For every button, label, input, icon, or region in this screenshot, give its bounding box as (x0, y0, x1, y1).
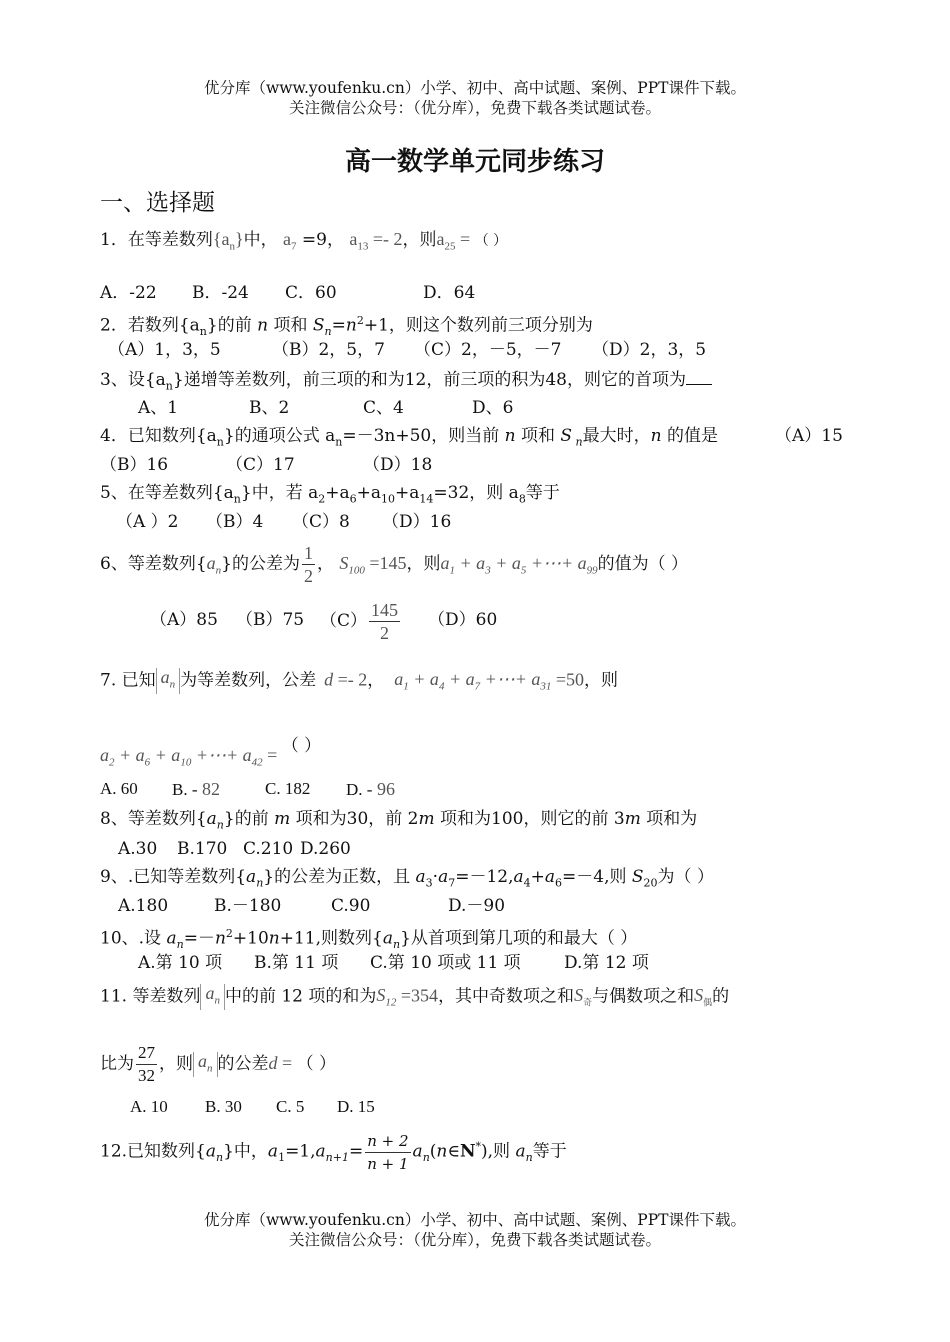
answer-blank[interactable] (686, 368, 712, 385)
q6-option-a: （A）85 (150, 610, 218, 630)
q1-option-b: B．-24 (192, 283, 249, 303)
question-11: 11. 等差数列 $a_n$ 中的前 12 项的和为$S_{12} =354$，其中奇数项之和$S_奇$与偶数项之和$S_偶$的 (100, 983, 730, 1009)
question-9: 9、.已知等差数列$\{a_n\}$的公差为正数，且 $a_3\cdot a_7=-12,a_4+a_6=-4$,则 $S_{20}$为（ ） (100, 867, 714, 890)
q11-option-b: B. 30 (205, 1097, 242, 1116)
q6-option-c: （C） $\frac{145}{2}$ (320, 600, 399, 643)
q8-option-a: A.30 (118, 839, 158, 859)
q5-option-c: （C）8 (292, 512, 350, 532)
question-12: 12.已知数列$\{a_n\}$中，$a_1=1,a_{n+1}=$ $\frac{n + 2}{n + 1}$ $a_n(n\in N^*)$,则 $a_n$等于 (100, 1131, 567, 1173)
page-title: 高一数学单元同步练习 (344, 147, 605, 177)
q8-option-c: C.210 (243, 839, 294, 859)
header-line-2: 关注微信公众号：（优分库），免费下载各类试题试卷。 (288, 99, 661, 117)
q6-option-b: （B）75 (236, 610, 305, 630)
q7-option-a: A. 60 (100, 779, 138, 798)
q3-option-b: B、2 (249, 398, 290, 418)
q11-option-a: A. 10 (130, 1097, 168, 1116)
q1-option-a: A．-22 (100, 283, 157, 303)
q3-option-a: A、1 (138, 398, 179, 418)
q5-option-b: （B）4 (206, 512, 264, 532)
question-7: 7. 已知 $a_n$ 为等差数列，公差 d =- 2， $a_1 + a_4 + a_7$ +⋯+ $a_{31} =50$，则 (100, 667, 619, 693)
q2-option-a: （A）1，3，5 (108, 340, 221, 360)
q1-option-d: D．64 (423, 283, 476, 303)
q11-option-c: C. 5 (276, 1097, 305, 1116)
q10-option-a: A.第 10 项 (138, 953, 223, 973)
q2-option-b: （B）2，5，7 (272, 340, 385, 360)
q11-option-d: D. 15 (337, 1097, 375, 1116)
q2-option-d: （D）2，3，5 (592, 340, 707, 360)
question-3: 3、设$\{a_n\}$递增等差数列，前三项的和为12，前三项的积为48，则它的首项为 (100, 368, 712, 397)
q4-option-d: （D）18 (363, 455, 433, 475)
q9-option-b: B.－180 (214, 896, 282, 916)
q3-option-c: C、4 (363, 398, 404, 418)
q7-option-d: D. - 96 (346, 779, 395, 799)
question-1: 1．在等差数列$\{a_n\}$中， $a_7 =9$， $a_{13} =- 2$，则$a_{25}$ = （ ） (100, 229, 508, 253)
q4-option-a: （A）15 (775, 426, 843, 446)
q5-option-d: （D）16 (382, 512, 452, 532)
question-8: 8、等差数列$\{a_n\}$的前 m 项和为30，前 2m 项和为100，则它的前 3m 项和为 (100, 809, 698, 832)
q4-option-b: （B）16 (100, 455, 169, 475)
q7-option-b: B. - 82 (172, 779, 220, 799)
question-11-continued: 比为 $\frac{27}{32}$ ，则 $a_n$ 的公差d = （ ） (100, 1043, 337, 1085)
q4-option-c: （C）17 (226, 455, 295, 475)
q1-option-c: C．60 (285, 283, 337, 303)
q9-option-c: C.90 (331, 896, 371, 916)
q6-option-d: （D）60 (428, 610, 498, 630)
q5-option-a: （A ）2 (116, 512, 179, 532)
q10-option-b: B.第 11 项 (254, 953, 339, 973)
q8-option-d: D.260 (300, 839, 351, 859)
q9-option-a: A.180 (118, 896, 169, 916)
q10-option-d: D.第 12 项 (564, 953, 649, 973)
q10-option-c: C.第 10 项或 11 项 (370, 953, 521, 973)
q2-option-c: （C）2，－5，－7 (414, 340, 562, 360)
question-4: 4．已知数列$\{a_n\}$的通项公式 $a_n=-3n+50$，则当前 n 项和 S $_n$最大时，n 的值是 (100, 426, 718, 449)
footer-line-2: 关注微信公众号：（优分库），免费下载各类试题试卷。 (288, 1231, 661, 1249)
question-6: 6、等差数列$\{a_n\}$的公差为 $\frac{1}{2}$ ， $S_{100} =145$，则$a_1 + a_3 + a_5$ +⋯+ $a_{99}$的值为（ ） (100, 543, 689, 586)
q9-option-d: D.－90 (448, 896, 506, 916)
q8-option-b: B.170 (177, 839, 228, 859)
fraction-one-half: $\frac{1}{2}$ (303, 543, 313, 586)
header-line-1: 优分库（www.youfenku.cn）小学、初中、高中试题、案例、PPT课件下载。 (203, 79, 747, 97)
question-7-continued: $a_2 + a_6 + a_{10}$ +⋯+ $a_{42}$ = （ ） (100, 736, 322, 769)
question-5: 5、在等差数列$\{a_n\}$中，若 $a_2+a_6+a_{10}+a_{14}=32$，则 $a_8$等于 (100, 483, 560, 506)
footer-line-1: 优分库（www.youfenku.cn）小学、初中、高中试题、案例、PPT课件下载。 (203, 1211, 747, 1229)
q3-option-d: D、6 (472, 398, 514, 418)
section-heading: 一、选择题 (100, 190, 215, 216)
q7-option-c: C. 182 (265, 779, 311, 798)
question-2: 2．若数列$\{a_n\}$的前 n 项和 $S_n=n^2+1$，则这个数列前三项分别为 (100, 314, 593, 339)
question-10: 10、.设 $a_n=-n^2+10n+11$,则数列$\{a_n\}$从首项到第几项的和最大（ ） (100, 927, 638, 952)
